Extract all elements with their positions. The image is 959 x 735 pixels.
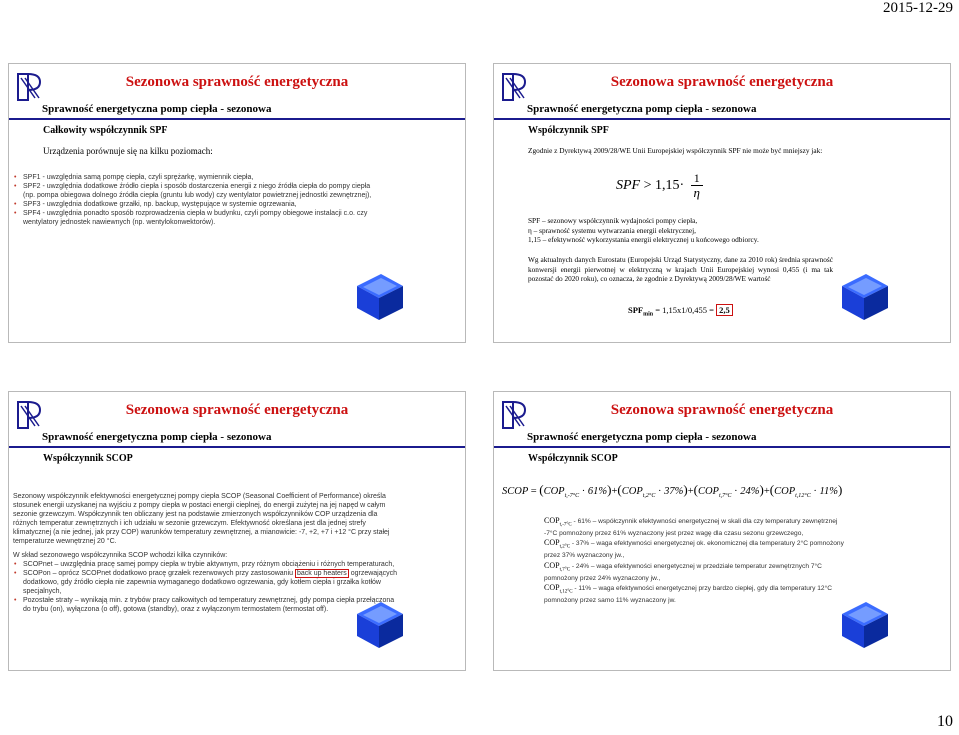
highlighted-result: 2,5 xyxy=(716,304,733,316)
section-subheading: Urządzenia porównuje się na kilku poziomach: xyxy=(43,146,213,156)
blue-cube-icon xyxy=(353,598,407,650)
list-item: • SPF3 - uwzględnia dodatkowe grzałki, np. backup, występujące w systemie ogrzewania, xyxy=(14,200,297,208)
section-heading: Współczynnik SCOP xyxy=(43,453,133,464)
title-divider xyxy=(9,446,465,448)
list-item: • SPF4 - uwzględnia ponadto sposób rozprowadzenia ciepła w budynku, czyli pompy obiegowe instalacji c.o. czy wentylatory jednostek nawiewnych (np. wentylokonwektorów). xyxy=(14,209,368,226)
definition-line: 1,15 – efektywność wykorzystania energii elektrycznej u końcowego odbiorcy. xyxy=(528,235,759,245)
slide-scop-formula xyxy=(493,391,951,671)
scop-terms-list xyxy=(544,517,844,607)
highlighted-term: back up heaters xyxy=(296,570,347,578)
list-item: • SPF2 - uwzględnia dodatkowe źródło ciepła i sposób dostarczenia energii z niego źródła ciepła do pompy ciepła (np. pompa obiegowa dolnego źródła ciepła (gruntu lub wody) czy wentylator powietrznej jednostki zewnętrznej), xyxy=(14,182,372,199)
list-item: $COP_{t,7^\circ C} - 24\%$ – waga efektywności energetycznej w przedziale temperatur zewnętrznych 7°C pomnożony przez 24% wyznaczony jw., xyxy=(544,560,822,582)
spf-bullet-list xyxy=(13,174,381,227)
list-item: • SPF1 - uwzględnia samą pompę ciepła, czyli sprężarkę, wymiennik ciepła, xyxy=(14,174,254,181)
title-divider xyxy=(494,118,950,120)
list-item: $COP_{t,-7^\circ C} - 61\%$ – współczynnik efektywności energetycznej w skali dla czy temperatury zewnętrznej -7°C pomnożony przez 61% wyznaczony jest przez wagę dla czasu sezonu grzewczego, xyxy=(544,516,838,537)
section-heading: Współczynnik SPF xyxy=(528,125,609,136)
list-item: $COP_{t,12^\circ C} - 11\%$ – waga efektywności energetycznej przy bardzo ciepłej, gdy dla temperatury 12°C pomnożony przez samo 11% wyznaczony jw. xyxy=(544,583,832,605)
blue-cube-icon xyxy=(838,598,892,650)
eurostat-text: Wg aktualnych danych Eurostatu (Europejski Urząd Statystyczny, dane za 2010 rok) średnia sprawność konwersji energii pierwotnej w elektryczną w krajach Unii Europejskiej wynosi 0,455 (i ma tak pozostać do 2020 roku), co oznacza, że zgodnie z Dyrektywą 2009/28/WE wartość xyxy=(528,255,833,284)
scop-intro: Sezonowy współczynnik efektywności energetycznej pompy ciepła SCOP (Seasonal Coefficient of Performance) określa stosunek energii uzyskanej na wyjściu z pompy ciepła w postaci energii cieplnej, do energii zużytej na jej napęd w całym sezonie grzewczym. Współczynnik ten obliczany jest na podstawie zmierzonych współczynników COP urządzenia dla różnych temperatur zewnętrznych i ich udziału w sezonie grzewczym. Efektywność określana jest dla jednej strefy klimatycznej (a nie jednej, jak przy COP) warunków temperatury zewnętrznej, a mianowicie: -7, +2, +7 i +12 °C przy stałej temperaturze wewnętrznej 20 °C. xyxy=(13,493,390,545)
directive-text: Zgodnie z Dyrektywą 2009/28/WE Unii Europejskiej współczynnik SPF nie może być mniejszy jak: xyxy=(528,146,823,155)
spf-formula: SPF > 1,15· $\frac{1}{\eta}$ xyxy=(616,172,703,200)
list-item: $COP_{t,2^\circ C} - 37\%$ – waga efektywności energetycznej ok. ekonomicznej dla temperatury 2°C pomnożony przez 37% wyznaczony jw., xyxy=(544,538,844,560)
definition-line: η – sprawność systemu wytwarzania energii elektrycznej, xyxy=(528,225,697,235)
slide-spf-directive xyxy=(493,63,951,343)
slide-spf-levels xyxy=(8,63,466,343)
slide-subtitle: Sprawność energetyczna pomp ciepła - sezonowa xyxy=(42,431,272,443)
blue-cube-icon xyxy=(353,270,407,322)
slide-scop-definition xyxy=(8,391,466,671)
title-divider xyxy=(494,446,950,448)
slide-subtitle: Sprawność energetyczna pomp ciepła - sezonowa xyxy=(527,103,757,115)
slide-title: Sezonowa sprawność energetyczna xyxy=(610,402,834,418)
slide-title: Sezonowa sprawność energetyczna xyxy=(610,74,834,90)
section-heading: Współczynnik SCOP xyxy=(528,453,618,464)
document-date: 2015-12-29 xyxy=(883,0,953,16)
slide-subtitle: Sprawność energetyczna pomp ciepła - sezonowa xyxy=(527,431,757,443)
list-item: • SCOPon – oprócz SCOPnet dodatkowo pracę grzałek rezerwowych przy zastosowaniu back up heaters ogrzewających dodatkowo, gdy źródło ciepła nie zapewnia wymaganego dodatkowo ogrzewania, gdy kotłem ciepła i grzałka kotłów specjalnych, xyxy=(14,570,398,596)
blue-cube-icon xyxy=(838,270,892,322)
definition-line: SPF – sezonowy współczynnik wydajności pompy ciepła, xyxy=(528,216,698,225)
slide-subtitle: Sprawność energetyczna pomp ciepła - sezonowa xyxy=(42,103,272,115)
page-number: 10 xyxy=(937,713,953,730)
list-item: • SCOPnet – uwzględnia pracę samej pompy ciepła w trybie aktywnym, przy różnym obciążeniu i różnych temperaturach, xyxy=(14,561,395,569)
slide-title: Sezonowa sprawność energetyczna xyxy=(125,402,349,418)
slide-title: Sezonowa sprawność energetyczna xyxy=(125,74,349,90)
list-item: • Pozostałe straty – wynikają min. z trybów pracy całkowitych od temperatury zewnętrznej, gdy pompa ciepła przełączona do trybu (on), wyłączona (o off), gotowa (standby), oraz z wyłączonym termostatem (termostat off). xyxy=(14,596,395,613)
scop-intro2: W skład sezonowego współczynnika SCOP wchodzi kilka czynników: xyxy=(13,552,228,560)
scop-formula: SCOP = $(COP_{t,-7^\circ C} \cdot 61\%)+(COP_{t,2^\circ C} \cdot 37\%)+(COP_{t,7^\circ C} \cdot 24\%)+(COP_{t,12^\circ C} \cdot 11\%)$ xyxy=(502,482,843,500)
scop-text xyxy=(13,493,401,615)
section-heading: Całkowity współczynnik SPF xyxy=(43,125,168,136)
title-divider xyxy=(9,118,465,120)
spf-min-result: $SPF_{min} = 1,15x1/0,455 = 2,5$ xyxy=(628,305,733,318)
formula-definitions xyxy=(528,216,858,245)
